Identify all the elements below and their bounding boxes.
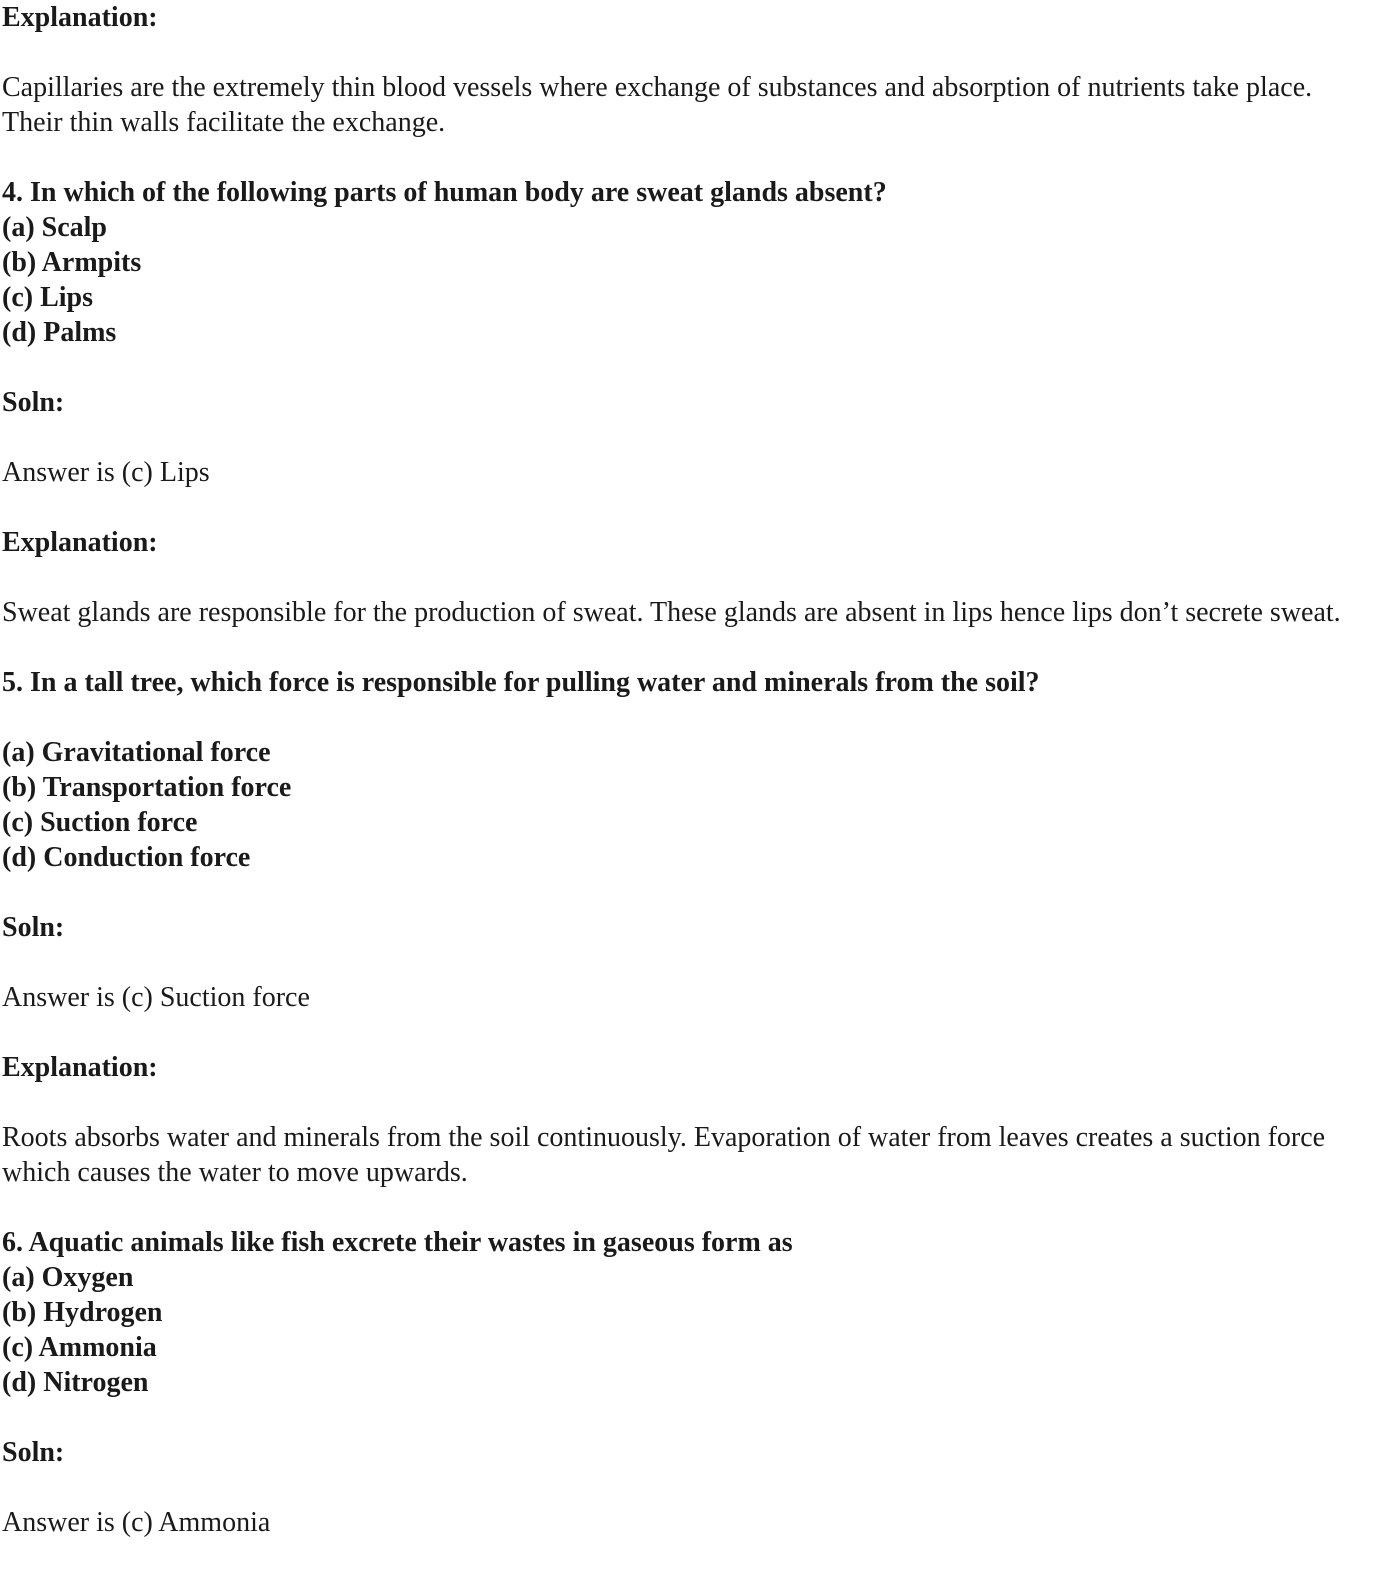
question-5-option-a: (a) Gravitational force [2, 737, 271, 768]
question-6-answer: Answer is (c) Ammonia [2, 1507, 271, 1538]
question-4-answer: Answer is (c) Lips [2, 457, 210, 488]
q3-explanation-heading: Explanation: [2, 2, 158, 33]
question-6-option-d: (d) Nitrogen [2, 1367, 149, 1398]
question-6-option-b: (b) Hydrogen [2, 1297, 163, 1328]
question-5-option-c: (c) Suction force [2, 807, 198, 838]
question-5-option-b: (b) Transportation force [2, 772, 292, 803]
question-6-soln-heading: Soln: [2, 1437, 65, 1468]
question-4-explanation-heading: Explanation: [2, 527, 158, 558]
question-5-text: 5. In a tall tree, which force is responsible for pulling water and minerals from the soil? [2, 667, 1040, 698]
q3-explanation-text: Capillaries are the extremely thin blood vessels where exchange of substances and absorption of nutrients take place. Their thin walls facilitate the exchange. [2, 72, 1313, 138]
question-6-option-c: (c) Ammonia [2, 1332, 157, 1363]
question-5-option-d: (d) Conduction force [2, 842, 251, 873]
question-6-block [2, 1225, 1372, 1400]
question-5-answer: Answer is (c) Suction force [2, 982, 310, 1013]
question-5-explanation-text: Roots absorbs water and minerals from the soil continuously. Evaporation of water from leaves creates a suction force which causes the water to move upwards. [2, 1122, 1326, 1188]
question-4-soln-heading: Soln: [2, 387, 65, 418]
question-6-text: 6. Aquatic animals like fish excrete their wastes in gaseous form as [2, 1227, 793, 1258]
question-4-option-d: (d) Palms [2, 317, 117, 348]
question-4-block [2, 175, 1372, 350]
question-6-option-a: (a) Oxygen [2, 1262, 134, 1293]
question-4-option-a: (a) Scalp [2, 212, 107, 243]
question-4-option-b: (b) Armpits [2, 247, 142, 278]
question-4-text: 4. In which of the following parts of human body are sweat glands absent? [2, 177, 887, 208]
question-4-option-c: (c) Lips [2, 282, 93, 313]
question-5-explanation-heading: Explanation: [2, 1052, 158, 1083]
question-4-explanation-text: Sweat glands are responsible for the production of sweat. These glands are absent in lips hence lips don’t secrete sweat. [2, 597, 1341, 628]
question-5-options-block [2, 735, 1372, 875]
question-5-soln-heading: Soln: [2, 912, 65, 943]
